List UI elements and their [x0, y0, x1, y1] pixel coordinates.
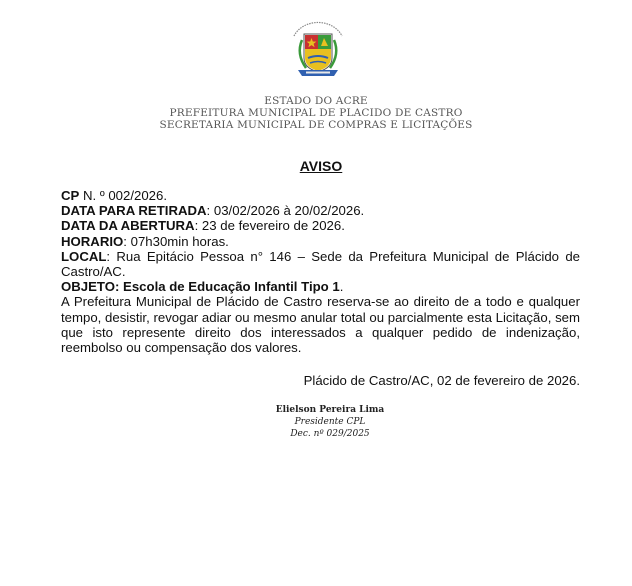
abertura-label: DATA DA ABERTURA [61, 218, 195, 234]
objeto-line [61, 279, 580, 294]
horario-line [61, 234, 580, 249]
letterhead-state: ESTADO DO ACRE [264, 95, 368, 107]
signer-decree: Dec. nº 029/2025 [290, 429, 370, 439]
letterhead-secretariat: SECRETARIA MUNICIPAL DE COMPRAS E LICITAÇÕES [159, 119, 473, 131]
retirada-line [61, 203, 580, 218]
objeto-end: . [339, 279, 344, 295]
horario-label: HORARIO [61, 233, 124, 249]
local-value: : Rua Epitácio Pessoa n° 146 – Sede da Prefeitura Municipal de Plácido de Castro/AC. [61, 248, 580, 280]
objeto-value: Escola de Educação Infantil Tipo 1 [119, 279, 340, 295]
signer-name: Elielson Pereira Lima [275, 405, 385, 415]
cp-label: CP [61, 188, 80, 203]
local-label: LOCAL [61, 248, 107, 264]
letterhead [0, 95, 632, 131]
cp-line [61, 188, 580, 203]
signature-block [240, 404, 420, 440]
cp-value: N. º 002/2026. [79, 188, 167, 203]
retirada-label: DATA PARA RETIRADA [61, 203, 207, 219]
signer-role: Presidente CPL [294, 417, 366, 427]
abertura-line [61, 218, 580, 233]
local-line [61, 249, 580, 279]
retirada-value: : 03/02/2026 à 20/02/2026. [206, 203, 365, 219]
place-date-line: Plácido de Castro/AC, 02 de fevereiro de 2026. [303, 373, 580, 388]
objeto-label: OBJETO: [61, 279, 120, 295]
notice-paragraph: A Prefeitura Municipal de Plácido de Castro reserva-se ao direito de a todo e qualquer tempo, desistir, revogar adiar ou mesmo anular total ou parcialmente esta Licitação, sem que isto represente direito dos interessados a qualquer pedido de indenização, reembolso ou compensação dos valores. [61, 294, 580, 356]
horario-value: : 07h30min horas. [123, 233, 229, 249]
document-title: AVISO [299, 158, 343, 174]
abertura-value: : 23 de fevereiro de 2026. [194, 218, 345, 234]
letterhead-prefecture: PREFEITURA MUNICIPAL DE PLACIDO DE CASTRO [169, 107, 463, 119]
municipal-seal-icon [284, 14, 352, 82]
notice-body [61, 188, 580, 355]
